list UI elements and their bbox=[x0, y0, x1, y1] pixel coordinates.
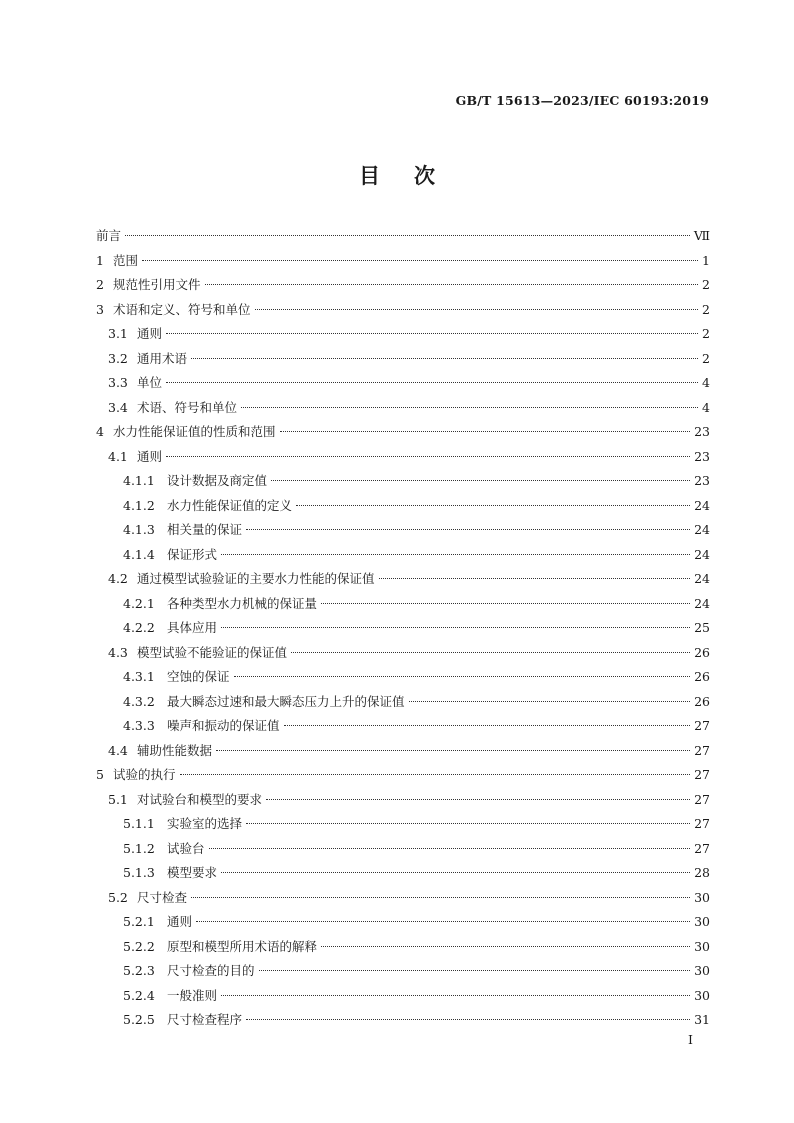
toc-dot-leader bbox=[255, 309, 698, 310]
toc-entry[interactable] bbox=[96, 812, 710, 837]
toc-page-number[interactable]: 27 bbox=[694, 742, 710, 758]
toc-section-number: 1 bbox=[96, 252, 104, 268]
toc-section-title[interactable]: 最大瞬态过速和最大瞬态压力上升的保证值 bbox=[167, 693, 405, 709]
toc-dot-leader bbox=[191, 897, 690, 898]
toc-section-title[interactable]: 相关量的保证 bbox=[167, 522, 243, 537]
toc-page-number[interactable]: 24 bbox=[694, 595, 710, 611]
toc-entry[interactable] bbox=[96, 837, 710, 862]
toc-section-title[interactable]: 通则 bbox=[137, 326, 163, 341]
toc-page-number[interactable]: 30 bbox=[694, 889, 710, 905]
toc-entry[interactable] bbox=[96, 959, 710, 984]
toc-dot-leader bbox=[221, 995, 690, 996]
toc-entry[interactable] bbox=[96, 469, 710, 494]
toc-section-number: 4.3.1 bbox=[123, 669, 155, 684]
toc-section-title[interactable]: 原型和模型所用术语的解释 bbox=[167, 938, 318, 954]
toc-dot-leader bbox=[246, 529, 690, 530]
toc-entry[interactable] bbox=[96, 690, 710, 715]
toc-entry[interactable] bbox=[96, 224, 710, 249]
toc-section-number: 4.1.4 bbox=[123, 546, 155, 562]
toc-section-number: 4.2 bbox=[108, 571, 128, 586]
toc-section-number: 3 bbox=[96, 301, 104, 317]
toc-section-number: 5.2.4 bbox=[123, 987, 155, 1003]
toc-entry[interactable] bbox=[96, 518, 710, 543]
toc-dot-leader bbox=[284, 725, 691, 726]
toc-dot-leader bbox=[180, 774, 691, 775]
toc-dot-leader bbox=[291, 652, 690, 653]
toc-dot-leader bbox=[221, 554, 690, 555]
toc-page-number[interactable]: Ⅶ bbox=[693, 228, 710, 243]
toc-dot-leader bbox=[196, 921, 690, 922]
toc-section-title[interactable]: 对试验台和模型的要求 bbox=[137, 791, 263, 807]
toc-entry[interactable] bbox=[96, 420, 710, 445]
toc-section-title[interactable]: 水力性能保证值的性质和范围 bbox=[113, 424, 276, 439]
toc-entry[interactable] bbox=[96, 322, 710, 347]
toc-entry[interactable] bbox=[96, 273, 710, 298]
toc-page-number[interactable]: 30 bbox=[694, 987, 710, 1003]
toc-section-title[interactable]: 各种类型水力机械的保证量 bbox=[167, 595, 318, 611]
toc-page-number[interactable]: 28 bbox=[694, 865, 710, 880]
toc-page-number[interactable]: 25 bbox=[694, 620, 710, 635]
toc-section-title[interactable]: 空蚀的保证 bbox=[167, 669, 230, 684]
toc-dot-leader bbox=[221, 872, 690, 873]
toc-section-number: 5.1.3 bbox=[123, 865, 155, 880]
toc-page-number[interactable]: 4 bbox=[702, 375, 710, 390]
toc-dot-leader bbox=[142, 260, 698, 261]
toc-entry[interactable] bbox=[96, 371, 710, 396]
toc-section-title[interactable]: 模型试验不能验证的保证值 bbox=[137, 644, 288, 660]
toc-section-number: 5.1.2 bbox=[123, 840, 155, 856]
toc-section-title[interactable]: 水力性能保证值的定义 bbox=[167, 497, 293, 513]
toc-section-number: 4.4 bbox=[108, 742, 128, 758]
toc-page-number[interactable]: 2 bbox=[702, 277, 710, 292]
toc-page-number[interactable]: 27 bbox=[694, 816, 710, 831]
toc-entry[interactable] bbox=[96, 1008, 710, 1033]
toc-section-title[interactable]: 通则 bbox=[167, 914, 193, 929]
toc-page-number[interactable]: 23 bbox=[694, 448, 710, 464]
toc-section-number: 3.3 bbox=[108, 375, 128, 390]
toc-section-title[interactable]: 通过模型试验验证的主要水力性能的保证值 bbox=[137, 571, 375, 586]
toc-entry[interactable] bbox=[96, 249, 710, 274]
toc-page-number[interactable]: 27 bbox=[694, 791, 710, 807]
toc-page-number[interactable]: 1 bbox=[702, 252, 710, 268]
toc-page-number[interactable]: 2 bbox=[702, 301, 710, 317]
toc-section-number: 5.2 bbox=[108, 889, 128, 905]
toc-entry[interactable] bbox=[96, 984, 710, 1009]
toc-page-number[interactable]: 31 bbox=[694, 1012, 710, 1027]
page-title: 目次 bbox=[359, 163, 469, 188]
toc-section-number: 4.3.2 bbox=[123, 693, 155, 709]
toc-section-title[interactable]: 设计数据及商定值 bbox=[167, 473, 268, 488]
toc-section-number: 4.2.2 bbox=[123, 620, 155, 635]
toc-dot-leader bbox=[191, 358, 698, 359]
toc-dot-leader bbox=[321, 946, 690, 947]
toc-dot-leader bbox=[166, 382, 698, 383]
toc-dot-leader bbox=[221, 627, 690, 628]
toc-section-title[interactable]: 尺寸检查程序 bbox=[167, 1012, 243, 1027]
toc-section-number: 5.2.3 bbox=[123, 963, 155, 978]
toc-section-title[interactable]: 通用术语 bbox=[137, 350, 188, 366]
toc-section-title[interactable]: 具体应用 bbox=[167, 620, 218, 635]
toc-page-number[interactable]: 24 bbox=[694, 571, 710, 586]
toc-page-number[interactable]: 30 bbox=[694, 963, 710, 978]
toc-section-number: 5.2.1 bbox=[123, 914, 155, 929]
toc-section-title[interactable]: 范围 bbox=[113, 252, 139, 268]
toc-dot-leader bbox=[280, 431, 691, 432]
toc-page-number[interactable]: 30 bbox=[694, 914, 710, 929]
toc-entry[interactable] bbox=[96, 298, 710, 323]
table-of-contents bbox=[96, 224, 710, 1033]
toc-page-number[interactable]: 27 bbox=[694, 840, 710, 856]
toc-dot-leader bbox=[321, 603, 690, 604]
toc-section-title[interactable]: 实验室的选择 bbox=[167, 816, 243, 831]
toc-dot-leader bbox=[241, 407, 698, 408]
toc-entry[interactable] bbox=[96, 445, 710, 470]
toc-section-number: 5 bbox=[96, 767, 104, 782]
toc-page-number[interactable]: 26 bbox=[694, 669, 710, 684]
toc-page-number[interactable]: 26 bbox=[694, 693, 710, 709]
toc-dot-leader bbox=[379, 578, 691, 579]
toc-page-number[interactable]: 26 bbox=[694, 644, 710, 660]
toc-section-number: 4.1.2 bbox=[123, 497, 155, 513]
toc-section-number: 4.3.3 bbox=[123, 718, 155, 733]
toc-entry[interactable] bbox=[96, 347, 710, 372]
toc-page-number[interactable]: 23 bbox=[694, 424, 710, 439]
page-number: Ⅰ bbox=[688, 1032, 693, 1047]
toc-section-title[interactable]: 前言 bbox=[96, 228, 122, 243]
toc-page-number[interactable]: 2 bbox=[702, 350, 710, 366]
toc-entry[interactable] bbox=[96, 592, 710, 617]
toc-section-number: 5.1 bbox=[108, 791, 128, 807]
toc-dot-leader bbox=[409, 701, 691, 702]
toc-dot-leader bbox=[296, 505, 690, 506]
standard-code: GB/T 15613—2023/IEC 60193:2019 bbox=[455, 93, 709, 108]
toc-entry[interactable] bbox=[96, 739, 710, 764]
toc-page-number[interactable]: 27 bbox=[694, 718, 710, 733]
toc-section-title[interactable]: 保证形式 bbox=[167, 546, 218, 562]
toc-section-title[interactable]: 试验台 bbox=[167, 840, 205, 856]
toc-entry[interactable] bbox=[96, 616, 710, 641]
toc-page-number[interactable]: 23 bbox=[694, 473, 710, 488]
toc-section-number: 4.1 bbox=[108, 448, 128, 464]
toc-page-number[interactable]: 4 bbox=[702, 399, 710, 415]
toc-entry[interactable] bbox=[96, 567, 710, 592]
toc-section-title[interactable]: 辅助性能数据 bbox=[137, 742, 213, 758]
toc-section-title[interactable]: 单位 bbox=[137, 375, 163, 390]
toc-entry[interactable] bbox=[96, 494, 710, 519]
toc-entry[interactable] bbox=[96, 763, 710, 788]
toc-page-number[interactable]: 24 bbox=[694, 546, 710, 562]
toc-dot-leader bbox=[166, 333, 698, 334]
toc-dot-leader bbox=[216, 750, 690, 751]
toc-section-number: 5.1.1 bbox=[123, 816, 155, 831]
toc-dot-leader bbox=[125, 235, 690, 236]
toc-entry[interactable] bbox=[96, 641, 710, 666]
toc-dot-leader bbox=[259, 970, 691, 971]
toc-section-number: 5.2.5 bbox=[123, 1012, 155, 1027]
toc-entry[interactable] bbox=[96, 788, 710, 813]
toc-section-title[interactable]: 通则 bbox=[137, 448, 163, 464]
toc-entry[interactable] bbox=[96, 935, 710, 960]
toc-page-number[interactable]: 2 bbox=[702, 326, 710, 341]
toc-dot-leader bbox=[246, 1019, 690, 1020]
toc-entry[interactable] bbox=[96, 886, 710, 911]
toc-section-number: 5.2.2 bbox=[123, 938, 155, 954]
toc-section-title[interactable]: 模型要求 bbox=[167, 865, 218, 880]
toc-section-number: 4.3 bbox=[108, 644, 128, 660]
toc-section-number: 3.4 bbox=[108, 399, 128, 415]
toc-section-title[interactable]: 术语、符号和单位 bbox=[137, 399, 238, 415]
toc-section-number: 2 bbox=[96, 277, 104, 292]
toc-entry[interactable] bbox=[96, 910, 710, 935]
toc-entry[interactable] bbox=[96, 861, 710, 886]
toc-entry[interactable] bbox=[96, 714, 710, 739]
toc-page-number[interactable]: 24 bbox=[694, 497, 710, 513]
toc-section-title[interactable]: 尺寸检查 bbox=[137, 889, 188, 905]
toc-page-number[interactable]: 24 bbox=[694, 522, 710, 537]
toc-entry[interactable] bbox=[96, 665, 710, 690]
toc-dot-leader bbox=[266, 799, 690, 800]
toc-page-number[interactable]: 30 bbox=[694, 938, 710, 954]
toc-section-title[interactable]: 规范性引用文件 bbox=[113, 277, 201, 292]
toc-section-title[interactable]: 尺寸检查的目的 bbox=[167, 963, 255, 978]
toc-section-number: 4.2.1 bbox=[123, 595, 155, 611]
toc-dot-leader bbox=[246, 823, 690, 824]
toc-section-number: 3.1 bbox=[108, 326, 128, 341]
toc-dot-leader bbox=[166, 456, 690, 457]
toc-dot-leader bbox=[234, 676, 691, 677]
toc-section-number: 4.1.3 bbox=[123, 522, 155, 537]
toc-page-number[interactable]: 27 bbox=[694, 767, 710, 782]
toc-entry[interactable] bbox=[96, 396, 710, 421]
toc-section-title[interactable]: 噪声和振动的保证值 bbox=[167, 718, 280, 733]
toc-section-number: 4 bbox=[96, 424, 104, 439]
toc-dot-leader bbox=[209, 848, 691, 849]
toc-section-number: 4.1.1 bbox=[123, 473, 155, 488]
toc-entry[interactable] bbox=[96, 543, 710, 568]
toc-section-title[interactable]: 试验的执行 bbox=[113, 767, 176, 782]
toc-section-number: 3.2 bbox=[108, 350, 128, 366]
toc-dot-leader bbox=[205, 284, 698, 285]
toc-dot-leader bbox=[271, 480, 690, 481]
toc-section-title[interactable]: 一般准则 bbox=[167, 987, 218, 1003]
toc-section-title[interactable]: 术语和定义、符号和单位 bbox=[113, 301, 251, 317]
